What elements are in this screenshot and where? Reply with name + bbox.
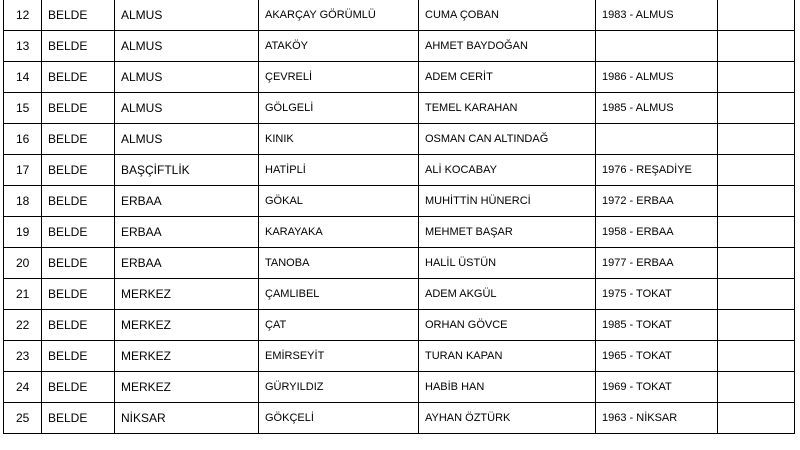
table-row xyxy=(4,371,795,402)
birth-year-place-cell: 1986 - ALMUS xyxy=(596,61,718,92)
settlement-type-cell: BELDE xyxy=(42,123,115,154)
table-row xyxy=(4,340,795,371)
settlement-name-cell: EMİRSEYİT xyxy=(259,340,419,371)
row-number-cell: 23 xyxy=(4,340,42,371)
row-number-cell: 21 xyxy=(4,278,42,309)
extra-cell-cell xyxy=(718,0,795,30)
table-row xyxy=(4,154,795,185)
settlement-name-cell: GÜRYILDIZ xyxy=(259,371,419,402)
extra-cell-cell xyxy=(718,61,795,92)
row-number-cell: 17 xyxy=(4,154,42,185)
table-row xyxy=(4,216,795,247)
person-name-cell: ALİ KOCABAY xyxy=(419,154,596,185)
birth-year-place-cell xyxy=(596,30,718,61)
birth-year-place-cell: 1969 - TOKAT xyxy=(596,371,718,402)
district-name-cell: ERBAA xyxy=(115,185,259,216)
row-number-cell: 24 xyxy=(4,371,42,402)
extra-cell-cell xyxy=(718,154,795,185)
table-row xyxy=(4,123,795,154)
person-name-cell: MUHİTTİN HÜNERCİ xyxy=(419,185,596,216)
settlement-type-cell: BELDE xyxy=(42,154,115,185)
person-name-cell: AHMET BAYDOĞAN xyxy=(419,30,596,61)
district-name-cell: MERKEZ xyxy=(115,278,259,309)
extra-cell-cell xyxy=(718,278,795,309)
table-row xyxy=(4,185,795,216)
birth-year-place-cell: 1972 - ERBAA xyxy=(596,185,718,216)
candidate-table-body xyxy=(4,0,795,433)
settlement-name-cell: GÖKÇELİ xyxy=(259,402,419,433)
district-name-cell: BAŞÇİFTLİK xyxy=(115,154,259,185)
candidate-table xyxy=(3,0,795,434)
row-number-cell: 22 xyxy=(4,309,42,340)
district-name-cell: ALMUS xyxy=(115,0,259,30)
birth-year-place-cell xyxy=(596,123,718,154)
birth-year-place-cell: 1983 - ALMUS xyxy=(596,0,718,30)
row-number-cell: 19 xyxy=(4,216,42,247)
birth-year-place-cell: 1985 - ALMUS xyxy=(596,92,718,123)
person-name-cell: ADEM CERİT xyxy=(419,61,596,92)
person-name-cell: HABİB HAN xyxy=(419,371,596,402)
table-row xyxy=(4,278,795,309)
extra-cell-cell xyxy=(718,123,795,154)
extra-cell-cell xyxy=(718,30,795,61)
settlement-name-cell: GÖKAL xyxy=(259,185,419,216)
district-name-cell: MERKEZ xyxy=(115,309,259,340)
person-name-cell: ADEM AKGÜL xyxy=(419,278,596,309)
table-row xyxy=(4,0,795,30)
settlement-type-cell: BELDE xyxy=(42,371,115,402)
settlement-name-cell: TANOBA xyxy=(259,247,419,278)
settlement-name-cell: ATAKÖY xyxy=(259,30,419,61)
person-name-cell: ORHAN GÖVCE xyxy=(419,309,596,340)
settlement-type-cell: BELDE xyxy=(42,185,115,216)
district-name-cell: ALMUS xyxy=(115,61,259,92)
row-number-cell: 13 xyxy=(4,30,42,61)
settlement-name-cell: HATİPLİ xyxy=(259,154,419,185)
settlement-type-cell: BELDE xyxy=(42,278,115,309)
settlement-type-cell: BELDE xyxy=(42,216,115,247)
district-name-cell: ALMUS xyxy=(115,123,259,154)
person-name-cell: AYHAN ÖZTÜRK xyxy=(419,402,596,433)
person-name-cell: HALİL ÜSTÜN xyxy=(419,247,596,278)
settlement-type-cell: BELDE xyxy=(42,340,115,371)
table-row xyxy=(4,309,795,340)
birth-year-place-cell: 1977 - ERBAA xyxy=(596,247,718,278)
birth-year-place-cell: 1963 - NİKSAR xyxy=(596,402,718,433)
extra-cell-cell xyxy=(718,309,795,340)
settlement-name-cell: KARAYAKA xyxy=(259,216,419,247)
settlement-name-cell: ÇAMLIBEL xyxy=(259,278,419,309)
settlement-type-cell: BELDE xyxy=(42,0,115,30)
district-name-cell: ERBAA xyxy=(115,216,259,247)
birth-year-place-cell: 1985 - TOKAT xyxy=(596,309,718,340)
settlement-name-cell: ÇEVRELİ xyxy=(259,61,419,92)
settlement-type-cell: BELDE xyxy=(42,30,115,61)
row-number-cell: 14 xyxy=(4,61,42,92)
settlement-type-cell: BELDE xyxy=(42,61,115,92)
settlement-name-cell: ÇAT xyxy=(259,309,419,340)
table-row xyxy=(4,61,795,92)
row-number-cell: 20 xyxy=(4,247,42,278)
person-name-cell: TURAN KAPAN xyxy=(419,340,596,371)
extra-cell-cell xyxy=(718,371,795,402)
district-name-cell: MERKEZ xyxy=(115,371,259,402)
settlement-type-cell: BELDE xyxy=(42,247,115,278)
birth-year-place-cell: 1965 - TOKAT xyxy=(596,340,718,371)
row-number-cell: 12 xyxy=(4,0,42,30)
row-number-cell: 16 xyxy=(4,123,42,154)
row-number-cell: 25 xyxy=(4,402,42,433)
row-number-cell: 18 xyxy=(4,185,42,216)
row-number-cell: 15 xyxy=(4,92,42,123)
settlement-name-cell: AKARÇAY GÖRÜMLÜ xyxy=(259,0,419,30)
table-row xyxy=(4,247,795,278)
person-name-cell: OSMAN CAN ALTINDAĞ xyxy=(419,123,596,154)
extra-cell-cell xyxy=(718,185,795,216)
extra-cell-cell xyxy=(718,216,795,247)
settlement-type-cell: BELDE xyxy=(42,309,115,340)
extra-cell-cell xyxy=(718,340,795,371)
extra-cell-cell xyxy=(718,247,795,278)
person-name-cell: TEMEL KARAHAN xyxy=(419,92,596,123)
table-row xyxy=(4,92,795,123)
district-name-cell: ALMUS xyxy=(115,92,259,123)
extra-cell-cell xyxy=(718,402,795,433)
birth-year-place-cell: 1958 - ERBAA xyxy=(596,216,718,247)
birth-year-place-cell: 1976 - REŞADİYE xyxy=(596,154,718,185)
table-row xyxy=(4,30,795,61)
district-name-cell: NİKSAR xyxy=(115,402,259,433)
settlement-type-cell: BELDE xyxy=(42,402,115,433)
district-name-cell: ALMUS xyxy=(115,30,259,61)
settlement-name-cell: KINIK xyxy=(259,123,419,154)
settlement-name-cell: GÖLGELİ xyxy=(259,92,419,123)
district-name-cell: ERBAA xyxy=(115,247,259,278)
table-row xyxy=(4,402,795,433)
person-name-cell: MEHMET BAŞAR xyxy=(419,216,596,247)
person-name-cell: CUMA ÇOBAN xyxy=(419,0,596,30)
extra-cell-cell xyxy=(718,92,795,123)
birth-year-place-cell: 1975 - TOKAT xyxy=(596,278,718,309)
district-name-cell: MERKEZ xyxy=(115,340,259,371)
settlement-type-cell: BELDE xyxy=(42,92,115,123)
